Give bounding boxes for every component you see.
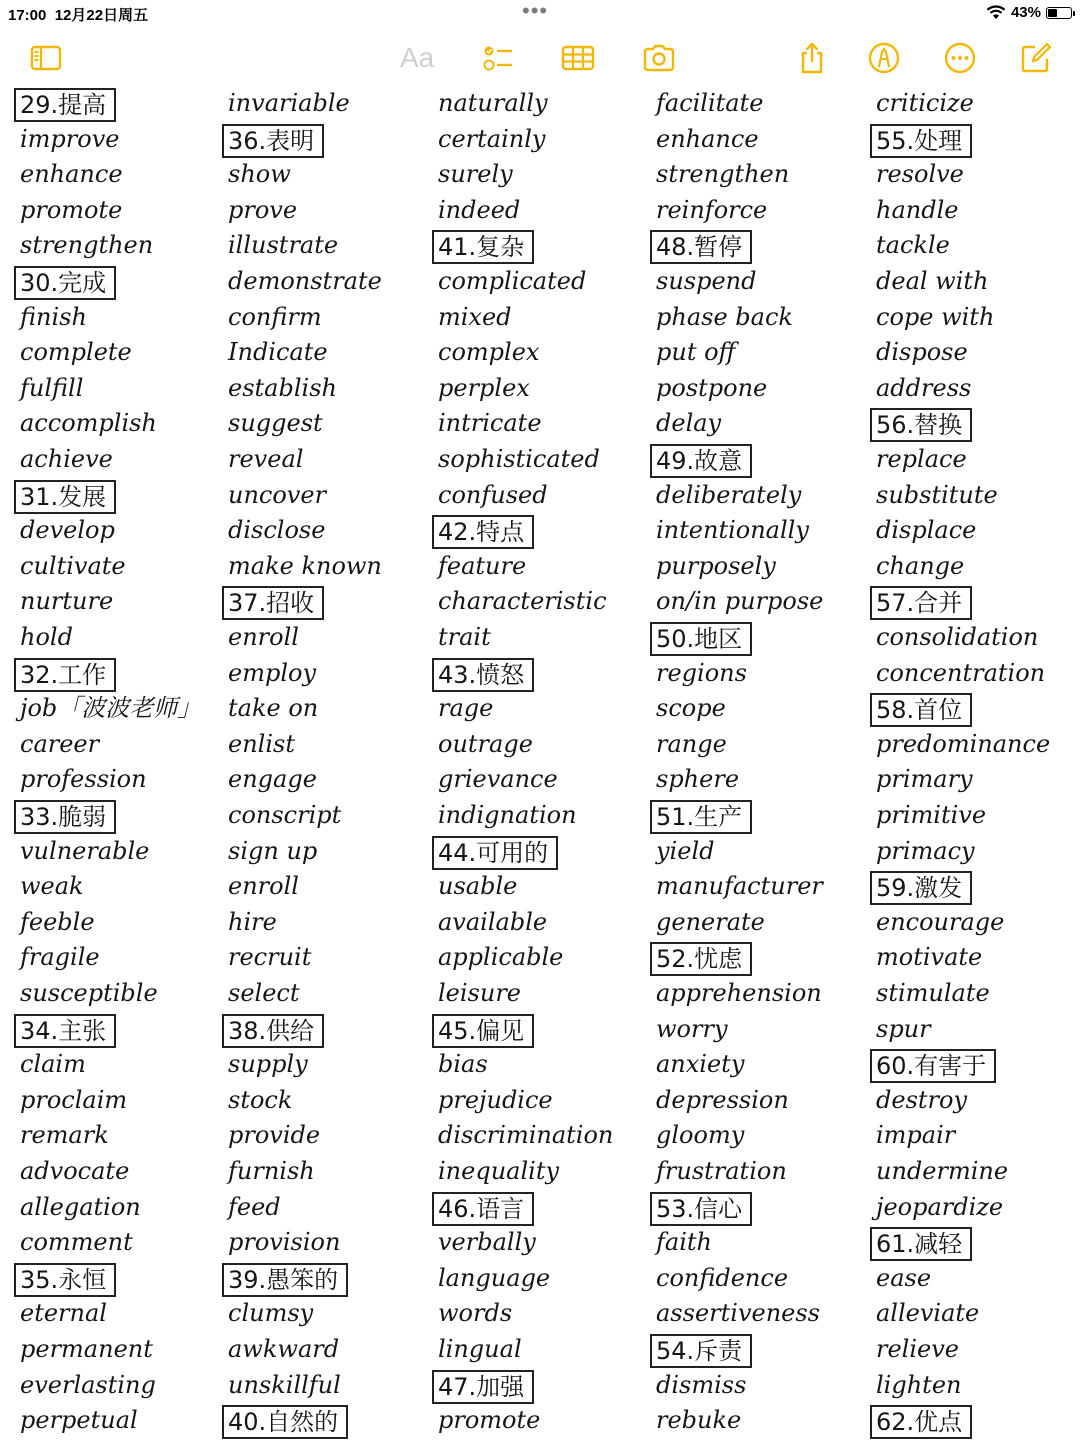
- vocab-word: generate: [656, 907, 765, 936]
- compose-button[interactable]: [1014, 36, 1058, 80]
- vocab-word: enhance: [656, 124, 759, 153]
- vocab-word: tackle: [876, 231, 950, 260]
- vocab-word: available: [438, 907, 548, 936]
- section-heading: 31.发展: [14, 480, 116, 514]
- battery-percent: 43%: [1010, 4, 1041, 21]
- vocab-word: achieve: [20, 445, 113, 473]
- section-heading: 45.偏见: [432, 1014, 534, 1048]
- vocab-word: resolve: [876, 160, 964, 189]
- vocab-word: mixed: [438, 302, 512, 331]
- vocab-word: address: [876, 373, 972, 402]
- vocab-word: eternal: [20, 1299, 107, 1328]
- section-heading: 61.减轻: [870, 1227, 972, 1261]
- vocab-word: enroll: [228, 623, 299, 651]
- more-icon: [943, 41, 977, 75]
- vocab-word: recruit: [228, 943, 312, 972]
- section-heading: 39.愚笨的: [222, 1263, 348, 1297]
- vocab-word: comment: [20, 1228, 133, 1257]
- vocab-word: primacy: [876, 836, 975, 865]
- vocab-word: fulfill: [20, 373, 84, 402]
- vocab-word: put off: [656, 338, 736, 367]
- section-heading: 59.激发: [870, 871, 972, 905]
- vocab-word: certainly: [438, 124, 546, 153]
- section-heading: 62.优点: [870, 1405, 972, 1439]
- share-button[interactable]: [790, 36, 834, 80]
- date-text: 12月22日周五: [54, 7, 149, 24]
- section-heading: 36.表明: [222, 124, 324, 158]
- vocab-word: complete: [20, 338, 132, 367]
- camera-icon: [642, 41, 676, 75]
- vocab-word: hire: [228, 907, 277, 936]
- vocab-word: complicated: [438, 267, 587, 295]
- vocab-word: suggest: [228, 409, 323, 438]
- vocab-word: dispose: [876, 338, 968, 367]
- vocab-word: substitute: [876, 480, 998, 509]
- table-button[interactable]: [556, 36, 600, 80]
- vocab-word: weak: [20, 872, 84, 901]
- vocab-word: bias: [438, 1050, 488, 1079]
- vocab-word: deliberately: [656, 480, 802, 509]
- vocab-word: illustrate: [228, 231, 339, 260]
- vocab-word: allegation: [20, 1192, 141, 1221]
- vocab-word: enhance: [20, 160, 123, 189]
- vocab-word: furnish: [228, 1157, 315, 1185]
- vocab-word: provision: [228, 1228, 341, 1257]
- vocab-word: faith: [656, 1228, 712, 1257]
- vocab-word: perpetual: [20, 1406, 138, 1435]
- vocab-word: on/in purpose: [656, 587, 824, 616]
- vocab-word: postpone: [656, 373, 768, 402]
- section-heading: 32.工作: [14, 658, 116, 692]
- section-heading: 40.自然的: [222, 1405, 348, 1439]
- vocab-word: provide: [228, 1121, 321, 1150]
- section-heading: 47.加强: [432, 1370, 534, 1404]
- vocab-word: replace: [876, 445, 967, 473]
- vocab-word: demonstrate: [228, 267, 382, 295]
- vocab-word: prove: [228, 195, 298, 224]
- vocab-word: worry: [656, 1014, 728, 1043]
- vocab-word: hold: [20, 623, 73, 651]
- vocab-word: concentration: [876, 658, 1046, 687]
- vocab-word: confused: [438, 480, 548, 509]
- vocab-word: strengthen: [20, 231, 154, 260]
- vocab-word: feature: [438, 551, 527, 580]
- more-button[interactable]: [938, 36, 982, 80]
- vocab-word: fragile: [20, 943, 100, 972]
- compose-icon: [1019, 41, 1053, 75]
- vocab-word: lighten: [876, 1370, 962, 1399]
- section-heading: 51.生产: [650, 800, 752, 834]
- vocab-word: feed: [228, 1192, 281, 1221]
- vocab-word: primary: [876, 765, 973, 794]
- table-icon: [561, 41, 595, 75]
- vocab-word: phase back: [656, 302, 793, 331]
- vocab-word: feeble: [20, 907, 95, 936]
- vocab-word: outrage: [438, 729, 533, 758]
- vocab-word: handle: [876, 195, 959, 224]
- vocab-word: grievance: [438, 765, 558, 794]
- vocab-word: gloomy: [656, 1121, 745, 1150]
- vocab-word: confidence: [656, 1263, 789, 1292]
- vocab-word: cultivate: [20, 551, 126, 580]
- vocab-word: applicable: [438, 943, 564, 972]
- vocab-word: scope: [656, 694, 726, 723]
- camera-button[interactable]: [637, 36, 681, 80]
- vocab-word: indignation: [438, 801, 577, 829]
- time-text: 17:00: [8, 7, 47, 24]
- section-heading: 52.忧虑: [650, 942, 752, 976]
- vocab-word: career: [20, 729, 100, 758]
- vocab-word: vulnerable: [20, 836, 150, 865]
- vocab-word: stock: [228, 1085, 293, 1114]
- section-heading: 30.完成: [14, 266, 116, 300]
- multitasking-dots-icon[interactable]: •••: [522, 0, 549, 23]
- vocab-word: alleviate: [876, 1299, 980, 1328]
- vocab-word: permanent: [20, 1335, 153, 1363]
- vocab-word: facilitate: [656, 89, 764, 117]
- vocab-word: susceptible: [20, 979, 158, 1007]
- vocab-word: range: [656, 729, 727, 758]
- vocab-word: usable: [438, 872, 518, 901]
- vocab-word: manufacturer: [656, 872, 823, 901]
- vocab-word: characteristic: [438, 587, 607, 616]
- vocab-word: trait: [438, 623, 491, 651]
- vocab-word: destroy: [876, 1085, 968, 1114]
- vocab-word: delay: [656, 409, 722, 438]
- vocab-word: yield: [656, 836, 715, 865]
- vocab-word: rage: [438, 694, 494, 723]
- section-heading: 35.永恒: [14, 1263, 116, 1297]
- vocab-word: complex: [438, 338, 540, 367]
- vocab-word: undermine: [876, 1157, 1009, 1185]
- notes-toolbar: [0, 36, 1080, 86]
- vocab-word: anxiety: [656, 1050, 745, 1079]
- section-heading: 54.斥责: [650, 1334, 752, 1368]
- vocab-word: frustration: [656, 1157, 787, 1185]
- section-heading: 34.主张: [14, 1014, 116, 1048]
- vocab-word: engage: [228, 765, 317, 794]
- vocab-word: relieve: [876, 1335, 959, 1363]
- vocab-word: improve: [20, 124, 120, 153]
- section-heading: 42.特点: [432, 515, 534, 549]
- section-heading: 29.提高: [14, 88, 116, 122]
- vocab-word: confirm: [228, 302, 322, 331]
- section-heading: 49.故意: [650, 444, 752, 478]
- vocab-word: accomplish: [20, 409, 157, 438]
- markup-icon: [867, 41, 901, 75]
- vocab-word: take on: [228, 694, 319, 723]
- battery-icon: [1046, 7, 1072, 19]
- section-heading: 43.愤怒: [432, 658, 534, 692]
- vocab-word: disclose: [228, 516, 326, 545]
- vocab-word: promote: [438, 1406, 541, 1435]
- vocab-word: primitive: [876, 801, 987, 829]
- vocab-word: reveal: [228, 445, 304, 473]
- vocab-word: show: [228, 160, 291, 189]
- vocab-word: encourage: [876, 907, 1005, 936]
- vocab-word: job「波波老师」: [20, 694, 202, 723]
- section-heading: 56.替换: [870, 408, 972, 442]
- section-heading: 60.有害于: [870, 1049, 996, 1083]
- section-heading: 46.语言: [432, 1192, 534, 1226]
- vocab-word: discrimination: [438, 1121, 614, 1150]
- vocab-word: Indicate: [228, 338, 328, 367]
- section-heading: 33.脆弱: [14, 800, 116, 834]
- section-heading: 38.供给: [222, 1014, 324, 1048]
- vocab-word: make known: [228, 551, 382, 580]
- vocab-word: rebuke: [656, 1406, 742, 1435]
- vocab-word: language: [438, 1263, 551, 1292]
- vocab-word: cope with: [876, 302, 995, 331]
- vocab-word: select: [228, 979, 300, 1007]
- vocab-word: stimulate: [876, 979, 990, 1007]
- vocab-word: promote: [20, 195, 123, 224]
- vocab-word: apprehension: [656, 979, 822, 1007]
- vocab-word: intentionally: [656, 516, 809, 545]
- vocab-word: proclaim: [20, 1085, 128, 1114]
- vocab-word: change: [876, 551, 965, 580]
- wifi-icon: [986, 5, 1006, 20]
- vocab-word: conscript: [228, 801, 342, 829]
- vocab-word: words: [438, 1299, 513, 1328]
- vocab-word: profession: [20, 765, 147, 794]
- section-heading: 55.处理: [870, 124, 972, 158]
- section-heading: 58.首位: [870, 693, 972, 727]
- checklist-icon: [481, 41, 515, 75]
- vocab-word: develop: [20, 516, 115, 545]
- vocab-word: inequality: [438, 1157, 560, 1185]
- vocab-word: regions: [656, 658, 747, 687]
- vocab-word: prejudice: [438, 1085, 553, 1114]
- vocab-word: employ: [228, 658, 317, 687]
- vocab-word: enroll: [228, 872, 299, 901]
- vocab-word: invariable: [228, 89, 350, 117]
- section-heading: 53.信心: [650, 1192, 752, 1226]
- vocab-word: supply: [228, 1050, 308, 1079]
- status-right: [986, 4, 1072, 21]
- vocab-word: nurture: [20, 587, 114, 616]
- vocab-word: suspend: [656, 267, 757, 295]
- vocab-word: uncover: [228, 480, 327, 509]
- sidebar-icon: [29, 41, 63, 75]
- section-heading: 44.可用的: [432, 836, 558, 870]
- vocab-word: perplex: [438, 373, 530, 402]
- vocab-word: predominance: [876, 729, 1051, 758]
- vocab-word: dismiss: [656, 1370, 747, 1399]
- vocab-word: everlasting: [20, 1370, 156, 1399]
- vocab-word: deal with: [876, 267, 989, 295]
- section-heading: 57.合并: [870, 586, 972, 620]
- vocab-word: jeopardize: [876, 1192, 1004, 1221]
- vocab-word: establish: [228, 373, 337, 402]
- vocab-word: enlist: [228, 729, 295, 758]
- vocab-word: remark: [20, 1121, 109, 1150]
- vocab-word: purposely: [656, 551, 776, 580]
- vocab-word: indeed: [438, 195, 521, 224]
- share-icon: [795, 41, 829, 75]
- vocab-word: claim: [20, 1050, 86, 1079]
- section-heading: 41.复杂: [432, 230, 534, 264]
- section-heading: 50.地区: [650, 622, 752, 656]
- vocab-word: motivate: [876, 943, 983, 972]
- vocab-word: depression: [656, 1085, 789, 1114]
- vocab-word: displace: [876, 516, 977, 545]
- vocab-word: naturally: [438, 89, 548, 117]
- vocab-word: sign up: [228, 836, 318, 865]
- markup-button[interactable]: [862, 36, 906, 80]
- format-button[interactable]: Aa: [400, 42, 435, 73]
- section-heading: 37.招收: [222, 586, 324, 620]
- vocab-word: lingual: [438, 1335, 522, 1363]
- vocab-word: criticize: [876, 89, 974, 117]
- vocab-word: unskillful: [228, 1370, 341, 1399]
- vocab-word: spur: [876, 1014, 931, 1043]
- vocab-word: impair: [876, 1121, 956, 1150]
- vocab-word: surely: [438, 160, 513, 189]
- vocab-word: awkward: [228, 1335, 340, 1363]
- vocab-word: consolidation: [876, 623, 1039, 651]
- vocab-word: finish: [20, 302, 87, 331]
- vocab-word: sphere: [656, 765, 740, 794]
- vocab-word: leisure: [438, 979, 522, 1007]
- section-heading: 48.暂停: [650, 230, 752, 264]
- checklist-button[interactable]: [476, 36, 520, 80]
- note-body[interactable]: [0, 88, 1080, 1440]
- vocab-word: assertiveness: [656, 1299, 820, 1328]
- status-bar: [0, 0, 1080, 28]
- status-time: [8, 4, 148, 25]
- vocab-word: strengthen: [656, 160, 790, 189]
- vocab-word: clumsy: [228, 1299, 314, 1328]
- vocab-word: reinforce: [656, 195, 768, 224]
- sidebar-toggle-button[interactable]: [24, 36, 68, 80]
- vocab-word: sophisticated: [438, 445, 600, 473]
- vocab-word: intricate: [438, 409, 542, 438]
- vocab-word: verbally: [438, 1228, 536, 1257]
- vocab-word: advocate: [20, 1157, 130, 1185]
- vocab-word: ease: [876, 1263, 932, 1292]
